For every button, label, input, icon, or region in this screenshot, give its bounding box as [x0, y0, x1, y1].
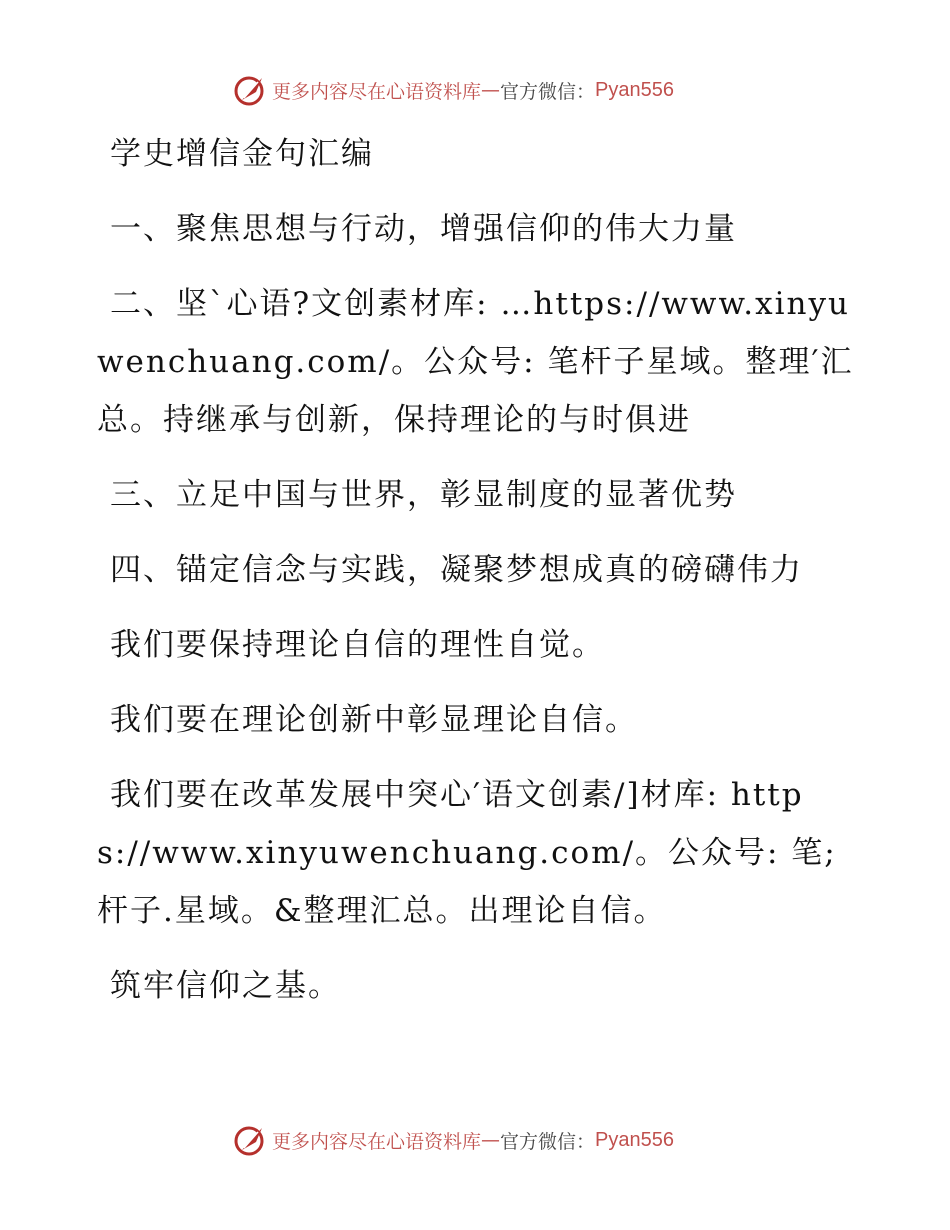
quill-pen-logo-icon — [232, 72, 268, 108]
paragraph: 四、锚定信念与实践，凝聚梦想成真的磅礴伟力 — [110, 552, 803, 588]
document-title: 学史增信金句汇编 — [110, 136, 374, 172]
paragraph: 我们要在改革发展中突心′语文创素/]材库: https://www.xinyuwenchuang.com/。公众号: 笔;杆子.星域。&整理汇总。出理论自信。 — [97, 777, 837, 929]
banner-wechat-id: Pyan556 — [595, 78, 674, 101]
quill-pen-logo-icon — [232, 1122, 268, 1158]
paragraph: 三、立足中国与世界，彰显制度的显著优势 — [110, 477, 737, 513]
banner-wechat-label: 官方微信： — [500, 1130, 596, 1153]
paragraph: 筑牢信仰之基。 — [110, 968, 341, 1004]
paragraph: 一、聚焦思想与行动，增强信仰的伟大力量 — [110, 211, 737, 247]
banner-wechat-id: Pyan556 — [595, 1128, 674, 1151]
document-body — [97, 125, 857, 1032]
paragraph: 我们要在理论创新中彰显理论自信。 — [110, 702, 638, 738]
banner-promo-text: 更多内容尽在心语资料库 — [272, 1130, 482, 1153]
banner-separator: — — [481, 79, 501, 101]
paragraph: 我们要保持理论自信的理性自觉。 — [110, 627, 605, 663]
banner-wechat-label: 官方微信： — [500, 80, 596, 103]
banner-promo-text: 更多内容尽在心语资料库 — [272, 80, 482, 103]
header-banner — [232, 70, 674, 110]
footer-banner — [232, 1120, 674, 1160]
paragraph: 二、坚`心语?文创素材库: …https://www.xinyuwenchuang.com/。公众号: 笔杆子星域。整理′汇总。持继承与创新，保持理论的与时俱进 — [97, 286, 854, 438]
banner-separator: — — [481, 1129, 501, 1151]
